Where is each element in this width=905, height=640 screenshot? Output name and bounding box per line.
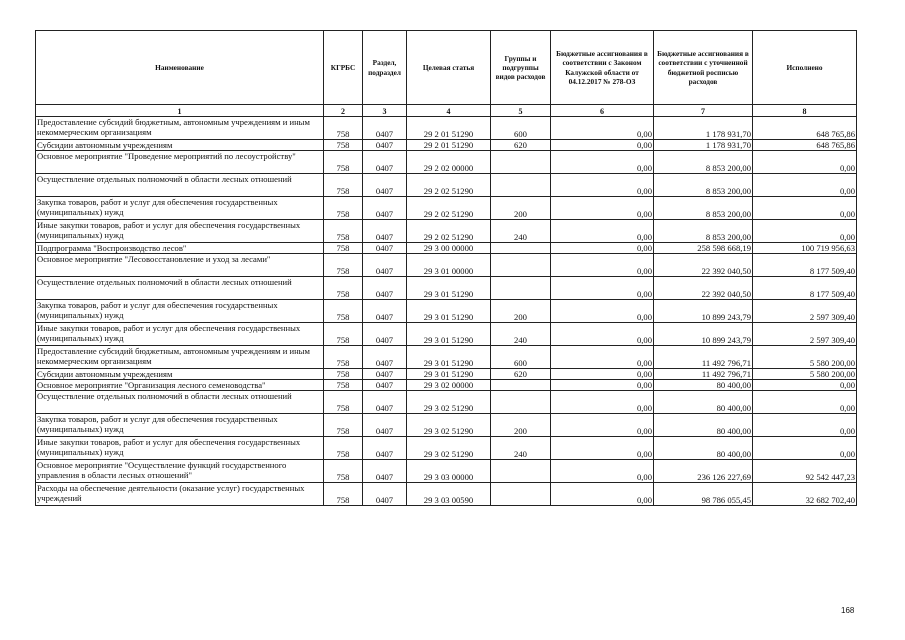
row-name: Предоставление субсидий бюджетным, автономным учреждениям и иным некоммерческим организациям [36, 346, 324, 369]
table-row [36, 460, 857, 483]
table-row [36, 277, 857, 300]
row-executed: 0,00 [753, 437, 857, 460]
column-number: 1 [36, 105, 324, 117]
row-budget-refined: 10 899 243,79 [654, 300, 753, 323]
row-target-article: 29 3 01 51290 [407, 323, 491, 346]
row-expense-type: 240 [491, 220, 551, 243]
row-name: Закупка товаров, работ и услуг для обеспечения государственных (муниципальных) нужд [36, 300, 324, 323]
header-razdel: Раздел, подраздел [363, 31, 407, 105]
row-name: Иные закупки товаров, работ и услуг для обеспечения государственных (муниципальных) нужд [36, 437, 324, 460]
row-executed: 2 597 309,40 [753, 300, 857, 323]
row-expense-type: 200 [491, 414, 551, 437]
row-budget-law: 0,00 [551, 414, 654, 437]
row-budget-refined: 11 492 796,71 [654, 369, 753, 380]
row-name: Основное мероприятие "Лесовосстановление и уход за лесами" [36, 254, 324, 277]
row-budget-refined: 8 853 200,00 [654, 174, 753, 197]
row-expense-type [491, 174, 551, 197]
column-number: 3 [363, 105, 407, 117]
row-budget-refined: 11 492 796,71 [654, 346, 753, 369]
row-razdel: 0407 [363, 140, 407, 151]
row-executed: 8 177 509,40 [753, 277, 857, 300]
row-budget-law: 0,00 [551, 437, 654, 460]
row-kgrbs: 758 [324, 197, 363, 220]
row-razdel: 0407 [363, 460, 407, 483]
row-budget-law: 0,00 [551, 140, 654, 151]
table-row [36, 369, 857, 380]
budget-table [35, 30, 857, 506]
column-number: 7 [654, 105, 753, 117]
row-budget-law: 0,00 [551, 117, 654, 140]
row-kgrbs: 758 [324, 117, 363, 140]
row-expense-type: 240 [491, 323, 551, 346]
row-expense-type [491, 243, 551, 254]
column-number: 5 [491, 105, 551, 117]
page-number: 168 [841, 606, 855, 615]
row-kgrbs: 758 [324, 243, 363, 254]
row-target-article: 29 3 01 51290 [407, 369, 491, 380]
row-kgrbs: 758 [324, 437, 363, 460]
row-name: Основное мероприятие "Осуществление функций государственного управления в области лесных отношений" [36, 460, 324, 483]
row-budget-refined: 1 178 931,70 [654, 140, 753, 151]
row-kgrbs: 758 [324, 254, 363, 277]
row-kgrbs: 758 [324, 369, 363, 380]
row-target-article: 29 2 01 51290 [407, 140, 491, 151]
row-name: Расходы на обеспечение деятельности (оказание услуг) государственных учреждений [36, 483, 324, 506]
row-budget-law: 0,00 [551, 346, 654, 369]
column-number: 6 [551, 105, 654, 117]
header-budget-refined: Бюджетные ассигнования в соответствии с уточненной бюджетной росписью расходов [654, 31, 753, 105]
header-kgrbs: КГРБС [324, 31, 363, 105]
row-expense-type: 240 [491, 437, 551, 460]
row-budget-refined: 80 400,00 [654, 391, 753, 414]
row-budget-law: 0,00 [551, 197, 654, 220]
row-name: Осуществление отдельных полномочий в области лесных отношений [36, 277, 324, 300]
row-executed: 5 580 200,00 [753, 346, 857, 369]
row-name: Осуществление отдельных полномочий в области лесных отношений [36, 391, 324, 414]
header-cel: Целевая статья [407, 31, 491, 105]
table-row [36, 300, 857, 323]
row-budget-refined: 80 400,00 [654, 437, 753, 460]
row-expense-type [491, 460, 551, 483]
row-executed: 648 765,86 [753, 140, 857, 151]
row-kgrbs: 758 [324, 414, 363, 437]
row-executed: 0,00 [753, 197, 857, 220]
column-number: 2 [324, 105, 363, 117]
row-razdel: 0407 [363, 414, 407, 437]
row-budget-law: 0,00 [551, 300, 654, 323]
row-razdel: 0407 [363, 243, 407, 254]
row-expense-type: 600 [491, 346, 551, 369]
row-executed: 0,00 [753, 220, 857, 243]
row-target-article: 29 2 02 51290 [407, 220, 491, 243]
table-row [36, 437, 857, 460]
row-expense-type [491, 277, 551, 300]
row-razdel: 0407 [363, 346, 407, 369]
row-expense-type: 620 [491, 369, 551, 380]
row-kgrbs: 758 [324, 151, 363, 174]
column-number-row [36, 105, 857, 117]
row-target-article: 29 3 02 51290 [407, 391, 491, 414]
row-kgrbs: 758 [324, 380, 363, 391]
row-razdel: 0407 [363, 117, 407, 140]
row-target-article: 29 3 02 00000 [407, 380, 491, 391]
row-kgrbs: 758 [324, 277, 363, 300]
row-target-article: 29 3 02 51290 [407, 414, 491, 437]
row-budget-refined: 8 853 200,00 [654, 151, 753, 174]
row-name: Осуществление отдельных полномочий в области лесных отношений [36, 174, 324, 197]
table-row [36, 254, 857, 277]
row-name: Предоставление субсидий бюджетным, автономным учреждениям и иным некоммерческим организациям [36, 117, 324, 140]
row-name: Закупка товаров, работ и услуг для обеспечения государственных (муниципальных) нужд [36, 414, 324, 437]
row-kgrbs: 758 [324, 300, 363, 323]
row-target-article: 29 2 02 51290 [407, 197, 491, 220]
column-number: 8 [753, 105, 857, 117]
row-budget-law: 0,00 [551, 174, 654, 197]
row-executed: 0,00 [753, 380, 857, 391]
row-name: Основное мероприятие "Проведение мероприятий по лесоустройству" [36, 151, 324, 174]
row-razdel: 0407 [363, 391, 407, 414]
row-name: Закупка товаров, работ и услуг для обеспечения государственных (муниципальных) нужд [36, 197, 324, 220]
row-budget-refined: 22 392 040,50 [654, 254, 753, 277]
row-budget-refined: 98 786 055,45 [654, 483, 753, 506]
table-row [36, 346, 857, 369]
row-budget-refined: 1 178 931,70 [654, 117, 753, 140]
row-razdel: 0407 [363, 197, 407, 220]
row-budget-law: 0,00 [551, 323, 654, 346]
row-executed: 5 580 200,00 [753, 369, 857, 380]
row-expense-type [491, 254, 551, 277]
row-budget-refined: 8 853 200,00 [654, 197, 753, 220]
row-budget-refined: 258 598 668,19 [654, 243, 753, 254]
row-expense-type [491, 483, 551, 506]
row-razdel: 0407 [363, 323, 407, 346]
table-row [36, 174, 857, 197]
row-executed: 100 719 956,63 [753, 243, 857, 254]
row-expense-type [491, 151, 551, 174]
row-kgrbs: 758 [324, 460, 363, 483]
row-kgrbs: 758 [324, 323, 363, 346]
table-row [36, 151, 857, 174]
row-name: Иные закупки товаров, работ и услуг для обеспечения государственных (муниципальных) нужд [36, 323, 324, 346]
table-row [36, 243, 857, 254]
row-target-article: 29 3 01 51290 [407, 277, 491, 300]
row-razdel: 0407 [363, 277, 407, 300]
row-target-article: 29 3 03 00000 [407, 460, 491, 483]
row-budget-law: 0,00 [551, 391, 654, 414]
header-name: Наименование [36, 31, 324, 105]
table-row [36, 414, 857, 437]
row-budget-law: 0,00 [551, 243, 654, 254]
row-budget-law: 0,00 [551, 483, 654, 506]
row-razdel: 0407 [363, 300, 407, 323]
row-name: Субсидии автономным учреждениям [36, 140, 324, 151]
row-executed: 0,00 [753, 151, 857, 174]
column-number: 4 [407, 105, 491, 117]
header-budget-law: Бюджетные ассигнования в соответствии с Законом Калужской области от 04.12.2017 № 278-ОЗ [551, 31, 654, 105]
row-budget-refined: 80 400,00 [654, 414, 753, 437]
row-kgrbs: 758 [324, 483, 363, 506]
row-executed: 0,00 [753, 391, 857, 414]
row-budget-law: 0,00 [551, 369, 654, 380]
row-budget-refined: 236 126 227,69 [654, 460, 753, 483]
row-target-article: 29 3 01 00000 [407, 254, 491, 277]
row-expense-type: 200 [491, 300, 551, 323]
row-budget-refined: 8 853 200,00 [654, 220, 753, 243]
table-row [36, 323, 857, 346]
row-budget-law: 0,00 [551, 220, 654, 243]
row-budget-law: 0,00 [551, 151, 654, 174]
table-body [36, 117, 857, 506]
row-kgrbs: 758 [324, 346, 363, 369]
row-kgrbs: 758 [324, 140, 363, 151]
row-budget-refined: 22 392 040,50 [654, 277, 753, 300]
row-target-article: 29 3 01 51290 [407, 300, 491, 323]
row-expense-type: 600 [491, 117, 551, 140]
header-row [36, 31, 857, 105]
row-budget-law: 0,00 [551, 277, 654, 300]
row-executed: 32 682 702,40 [753, 483, 857, 506]
row-name: Субсидии автономным учреждениям [36, 369, 324, 380]
row-target-article: 29 3 00 00000 [407, 243, 491, 254]
row-kgrbs: 758 [324, 174, 363, 197]
row-executed: 0,00 [753, 174, 857, 197]
row-expense-type [491, 391, 551, 414]
row-executed: 648 765,86 [753, 117, 857, 140]
row-budget-refined: 80 400,00 [654, 380, 753, 391]
table-row [36, 220, 857, 243]
row-budget-refined: 10 899 243,79 [654, 323, 753, 346]
header-gruppy: Группы и подгруппы видов расходов [491, 31, 551, 105]
row-razdel: 0407 [363, 151, 407, 174]
row-razdel: 0407 [363, 174, 407, 197]
row-name: Иные закупки товаров, работ и услуг для обеспечения государственных (муниципальных) нужд [36, 220, 324, 243]
row-name: Подпрограмма "Воспроизводство лесов" [36, 243, 324, 254]
row-razdel: 0407 [363, 380, 407, 391]
row-expense-type: 620 [491, 140, 551, 151]
row-kgrbs: 758 [324, 391, 363, 414]
row-executed: 8 177 509,40 [753, 254, 857, 277]
table-row [36, 483, 857, 506]
row-razdel: 0407 [363, 437, 407, 460]
row-executed: 0,00 [753, 414, 857, 437]
row-target-article: 29 2 02 00000 [407, 151, 491, 174]
table-row [36, 140, 857, 151]
budget-table-sheet [35, 30, 856, 506]
row-razdel: 0407 [363, 483, 407, 506]
row-budget-law: 0,00 [551, 380, 654, 391]
row-target-article: 29 2 02 51290 [407, 174, 491, 197]
row-target-article: 29 3 03 00590 [407, 483, 491, 506]
row-target-article: 29 3 01 51290 [407, 346, 491, 369]
row-expense-type: 200 [491, 197, 551, 220]
row-razdel: 0407 [363, 254, 407, 277]
row-name: Основное мероприятие "Организация лесного семеноводства" [36, 380, 324, 391]
row-expense-type [491, 380, 551, 391]
row-target-article: 29 2 01 51290 [407, 117, 491, 140]
row-budget-law: 0,00 [551, 254, 654, 277]
header-executed: Исполнено [753, 31, 857, 105]
row-target-article: 29 3 02 51290 [407, 437, 491, 460]
table-row [36, 117, 857, 140]
table-row [36, 197, 857, 220]
table-row [36, 391, 857, 414]
row-razdel: 0407 [363, 369, 407, 380]
row-kgrbs: 758 [324, 220, 363, 243]
row-executed: 92 542 447,23 [753, 460, 857, 483]
row-executed: 2 597 309,40 [753, 323, 857, 346]
row-razdel: 0407 [363, 220, 407, 243]
row-budget-law: 0,00 [551, 460, 654, 483]
table-row [36, 380, 857, 391]
